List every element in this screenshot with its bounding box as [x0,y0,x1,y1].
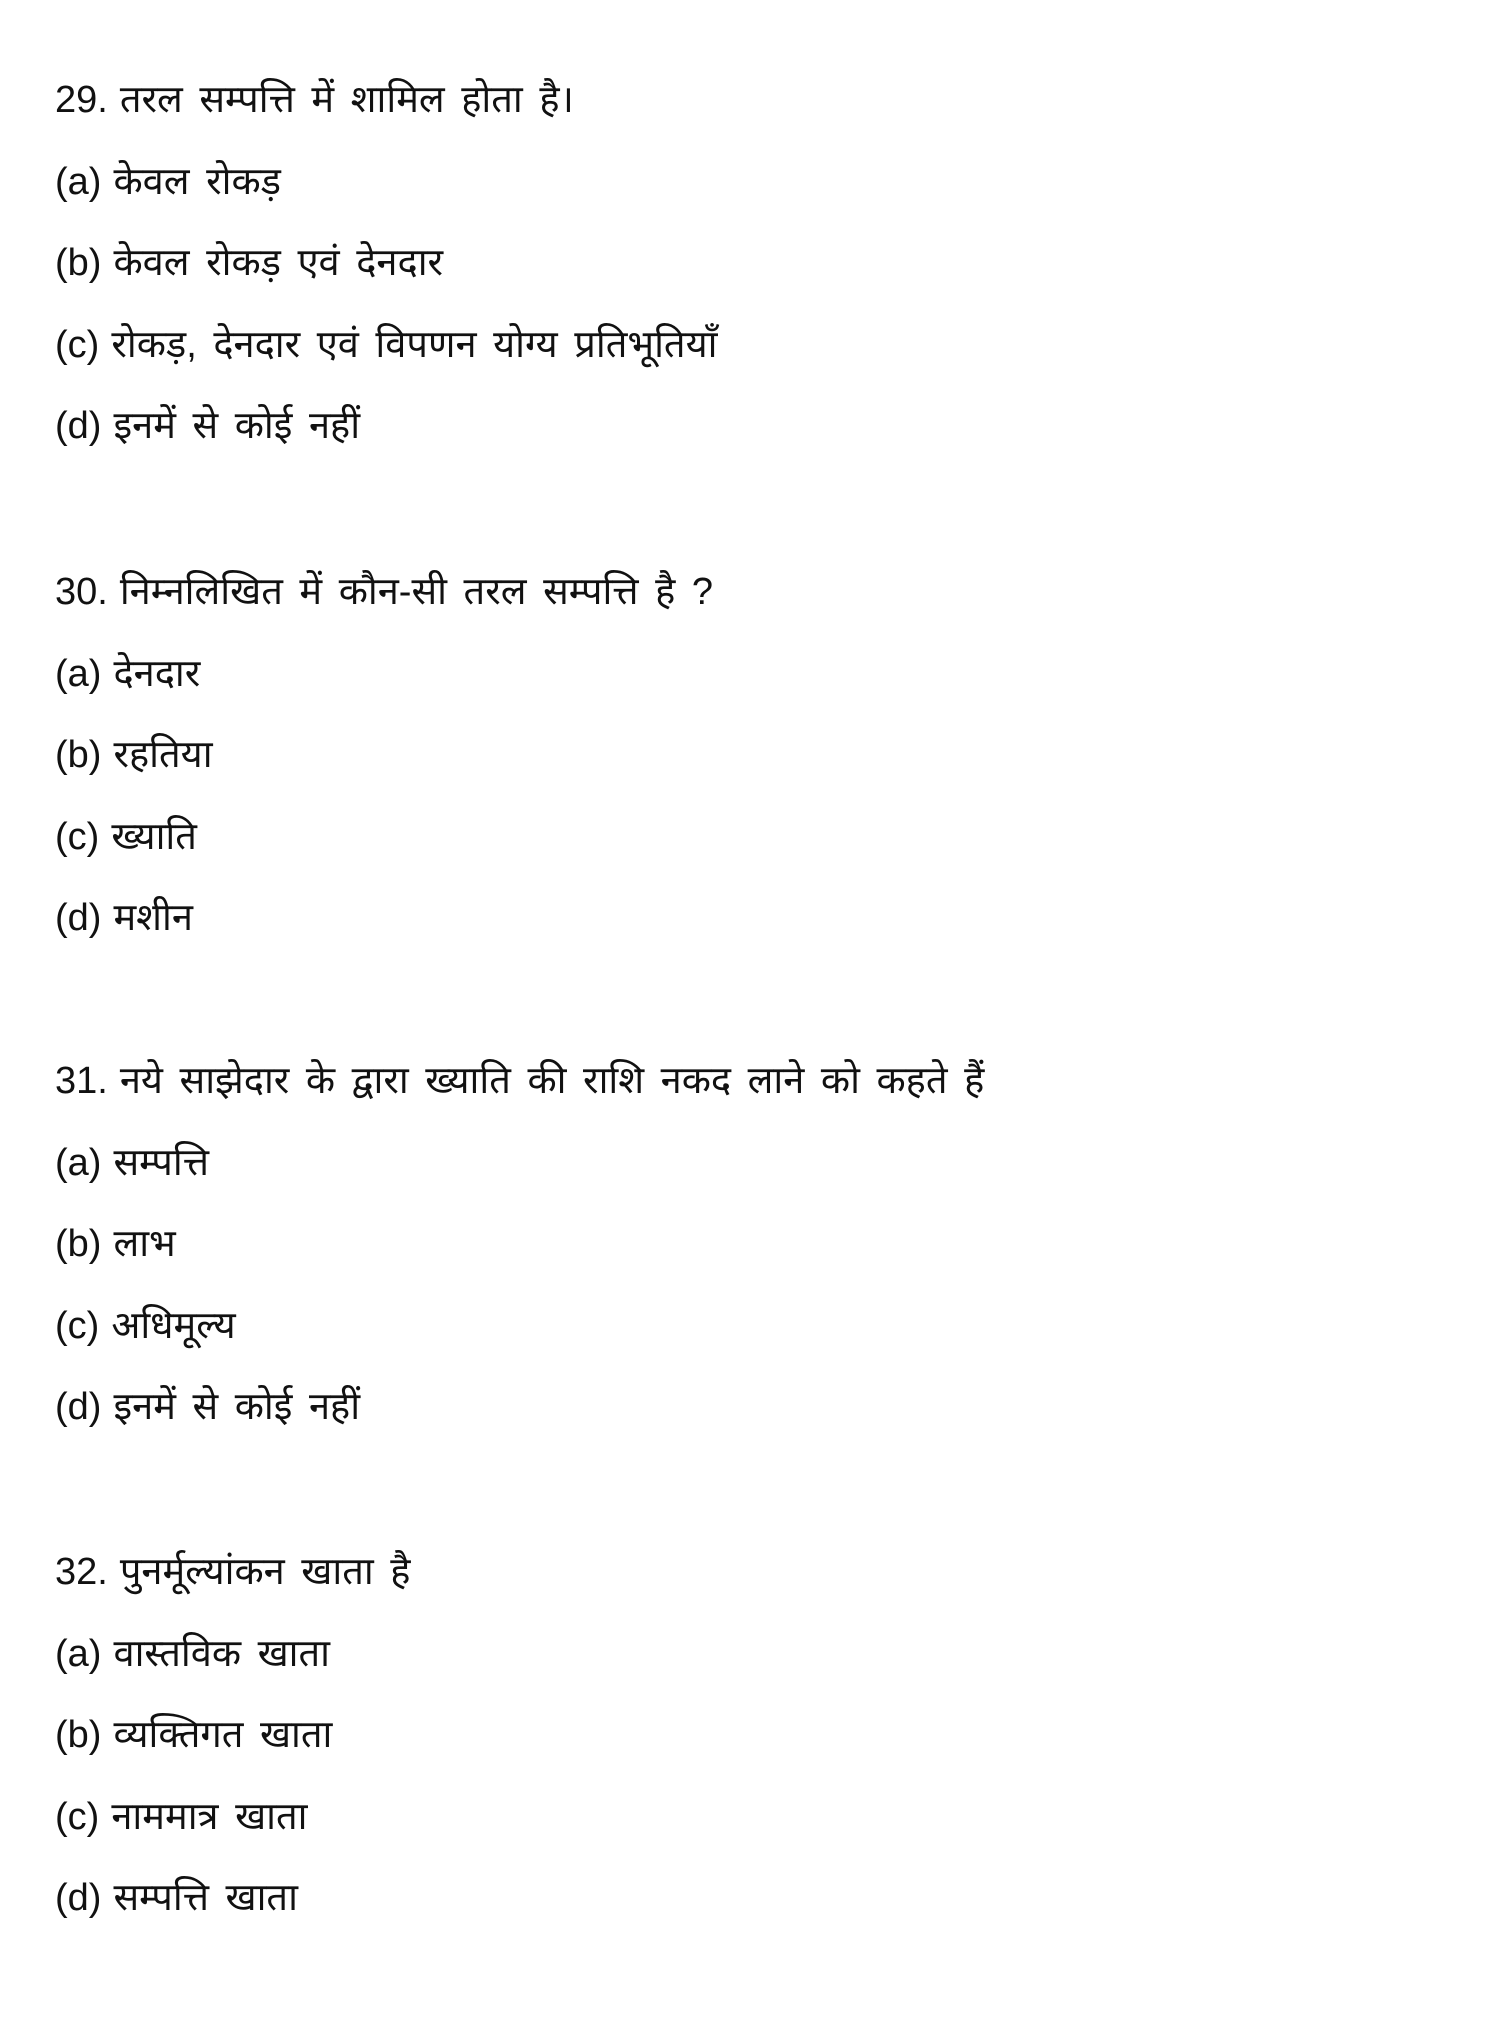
question-31 [55,1041,1455,1449]
question-text: तरल सम्पत्ति में शामिल होता है। [119,79,574,121]
option [55,1286,1455,1368]
option [55,878,1455,960]
option-text: इनमें से कोई नहीं [113,405,361,447]
question-32 [55,1532,1455,1940]
option [55,1204,1455,1286]
option [55,797,1455,879]
question-number: 29. [55,79,108,121]
option [55,1614,1455,1696]
question-29 [55,60,1455,468]
option-text: रहतिया [113,734,213,776]
option [55,142,1455,224]
option-letter: (d) [55,405,102,447]
option [55,1695,1455,1777]
option-letter: (b) [55,734,102,776]
option-text: व्यक्तिगत खाता [113,1714,333,1756]
option-letter: (c) [55,815,100,858]
option-letter: (d) [55,1877,102,1919]
option [55,223,1455,305]
question-number: 32. [55,1551,108,1593]
option-text: रोकड़, देनदार एवं विपणन योग्य प्रतिभूतियाँ [111,323,718,366]
option-letter: (c) [55,1795,100,1838]
question-text-line [55,1532,1455,1614]
option-text: वास्तविक खाता [113,1632,331,1675]
question-30 [55,552,1455,960]
option-text: सम्पत्ति खाता [113,1877,298,1919]
option [55,1858,1455,1940]
option-text: अधिमूल्य [111,1304,236,1347]
option-letter: (a) [55,1632,102,1675]
question-text-line [55,1041,1455,1123]
option-text: मशीन [113,897,193,939]
option-text: सम्पत्ति [113,1141,209,1184]
question-number: 30. [55,571,108,613]
option-text: केवल रोकड़ एवं देनदार [113,242,444,284]
question-number: 31. [55,1060,108,1102]
option-text: ख्याति [111,815,197,858]
question-text: पुनर्मूल्यांकन खाता है [119,1551,411,1593]
option-text: देनदार [113,652,201,695]
option [55,634,1455,716]
option-text: केवल रोकड़ [113,160,281,203]
question-text-line [55,60,1455,142]
option [55,715,1455,797]
option-letter: (a) [55,160,102,203]
option-letter: (c) [55,1304,100,1347]
option-letter: (a) [55,1141,102,1184]
question-text: निम्नलिखित में कौन-सी तरल सम्पत्ति है ? [119,571,713,613]
option-text: इनमें से कोई नहीं [113,1386,361,1428]
option-letter: (b) [55,1223,102,1265]
option [55,305,1455,387]
question-text: नये साझेदार के द्वारा ख्याति की राशि नकद लाने को कहते हैं [119,1060,985,1102]
option [55,1777,1455,1859]
question-text-line [55,552,1455,634]
option-letter: (b) [55,1714,102,1756]
option-text: लाभ [113,1223,176,1265]
option-text: नाममात्र खाता [111,1795,308,1838]
option-letter: (c) [55,323,100,366]
option-letter: (d) [55,897,102,939]
option-letter: (d) [55,1386,102,1428]
option [55,386,1455,468]
option-letter: (b) [55,242,102,284]
option-letter: (a) [55,652,102,695]
option [55,1367,1455,1449]
option [55,1123,1455,1205]
